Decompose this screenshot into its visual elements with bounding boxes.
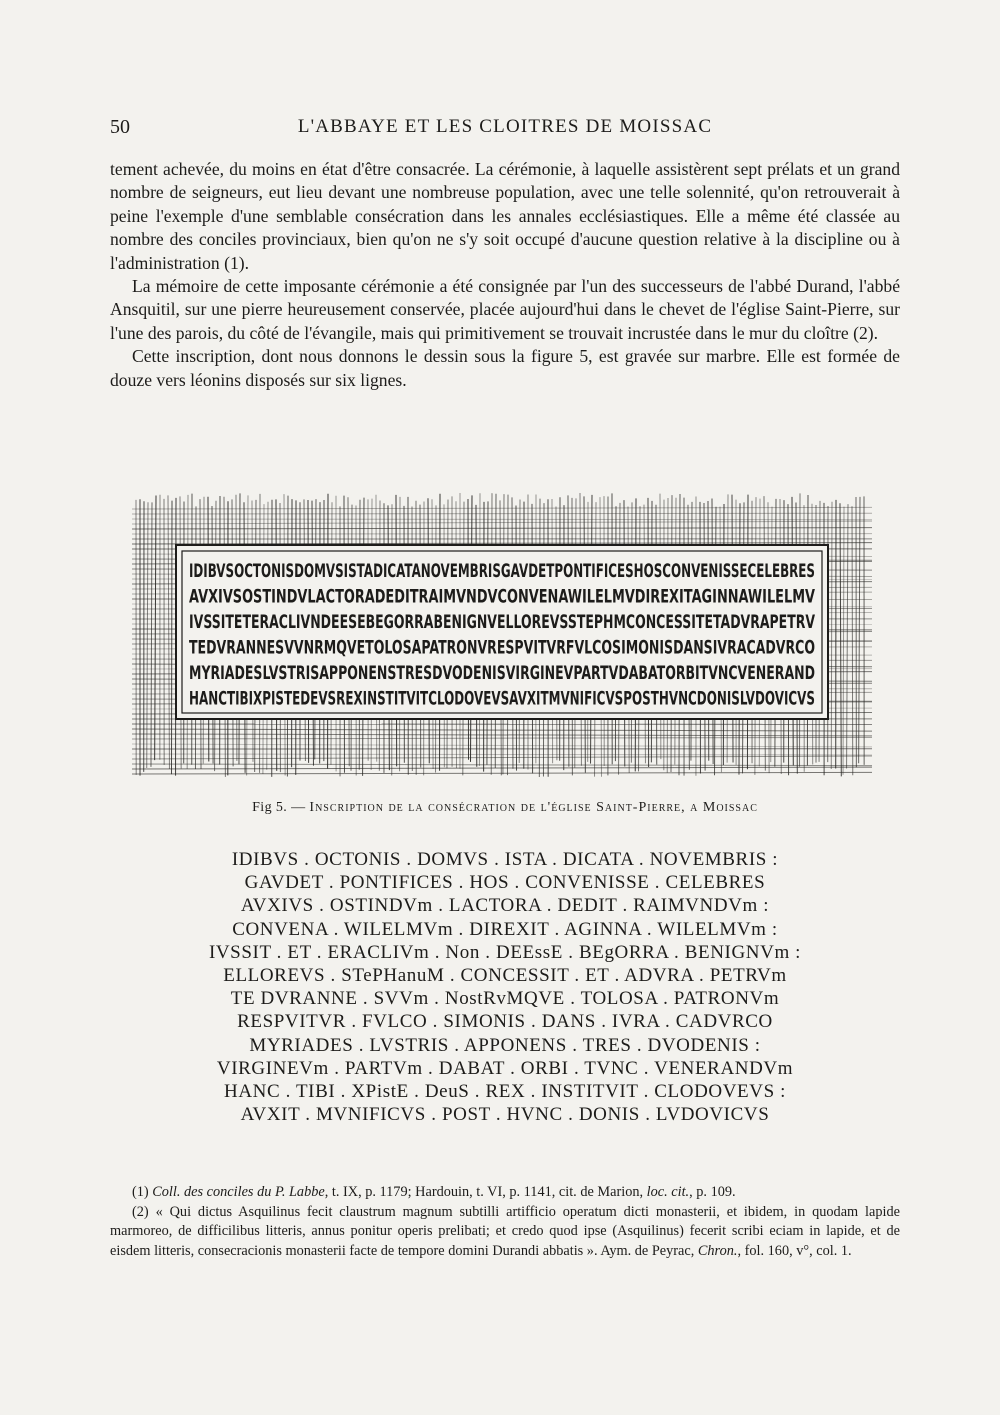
transcription-line: MYRIADES . LVSTRIS . APPONENS . TRES . DVODENIS : xyxy=(249,1034,761,1056)
footnote-text: , t. IX, p. 1179; Hardouin, t. VI, p. 1141, cit. de Marion, xyxy=(324,1184,647,1200)
inscription-drawing xyxy=(132,485,872,779)
transcription-line: TE DVRANNE . SVVm . NostRvMQVE . TOLOSA . PATRONVm xyxy=(230,988,780,1010)
footnote-end: , p. 109. xyxy=(689,1184,736,1200)
page-number: 50 xyxy=(110,116,130,138)
stone-slab-illustration xyxy=(132,485,872,779)
figure-label: Fig 5. xyxy=(252,800,288,815)
transcription-line: AVXIT . MVNIFICVS . POST . HVNC . DONIS . LVDOVICVS xyxy=(240,1104,770,1126)
transcription-line: IDIBVS . OCTONIS . DOMVS . ISTA . DICATA . NOVEMBRIS : xyxy=(231,849,779,870)
inscription-line: MYRIADESLVSTRISAPPONENSTRESDVODENISVIRGINEVPARTVDABATORBITVNCVENERAND xyxy=(189,662,815,684)
transcription-line: ELLOREVS . STePHanuM . CONCESSIT . ET . ADVRA . PETRVm xyxy=(223,965,787,987)
footnote-source: Chron. xyxy=(697,1242,738,1259)
footnote-text: « Qui dictus Asquilinus fecit claustrum magnum subtilli artifficio operatum dicti monasterii, et ibidem, in quodam lapide marmoreo, de difficilibus litteris, annus ponitur operis prelibati; et credo quod ipse (Asquilinus) fecerit scribi eciam in lapide, et de eisdem litteris, consecracionis monasterii facte de tempore domini Durandi abbatis ». Aym. de Peyrac, xyxy=(110,1203,900,1259)
footnote-end: , fol. 160, v°, col. 1. xyxy=(737,1242,852,1259)
paragraph: La mémoire de cette imposante cérémonie a été consignée par l'un des successeurs de l'abbé Durand, l'abbé Ansquitil, sur une pierre heureusement conservée, placée aujourd'hui dans le chevet de l'église Saint-Pierre, sur l'une des parois, du côté de l'évangile, mais qui primitivement se trouvait incrustée dans le mur du cloître (2). xyxy=(110,276,900,343)
transcription-line: AVXIVS . OSTINDVm . LACTORA . DEDIT . RAIMVNDVm : xyxy=(240,895,770,917)
transcription-line: RESPVITVR . FVLCO . SIMONIS . DANS . IVRA . CADVRCO xyxy=(237,1011,773,1033)
inscription-line: HANCTIBIXPISTEDEVSREXINSTITVITCLODOVEVSAVXITMVNIFICVSPOSTHVNCDONISLVDOVICVS xyxy=(189,687,815,710)
inscription-line: IDIBVSOCTONISDOMVSISTADICATANOVEMBRISGAVDETPONTIFICESHOSCONVENISSECELEBRES xyxy=(189,560,815,582)
running-head xyxy=(110,116,900,144)
transcription-line: HANC . TIBI . XPistE . DeuS . REX . INSTITVIT . CLODOVEVS : xyxy=(224,1081,786,1103)
footnote-number: (2) xyxy=(132,1203,149,1220)
footnotes xyxy=(110,1183,900,1261)
caption-dash: — xyxy=(291,800,310,815)
footnote-loc: loc. cit. xyxy=(646,1184,690,1200)
transcription-line: IVSSIT . ET . ERACLIVm . Non . DEEssE . BEgORRA . BENIGNVm : xyxy=(208,941,802,963)
figure-caption-text: Inscription de la consécration de l'église Saint-Pierre, a Moissac xyxy=(309,800,758,815)
inscription-line: IVSSITETERACLIVNDEESEBEGORRABENIGNVELLOREVSSTEPHMCONCESSITETADVRAPETRV xyxy=(189,611,816,633)
figure-caption xyxy=(110,800,900,816)
inscription-line: AVXIVSOSTINDVLACTORADEDITRAIMVNDVCONVENAWILELMVDIREXITAGINNAWILELMV xyxy=(189,585,816,608)
paragraph: Cette inscription, dont nous donnons le dessin sous la figure 5, est gravée sur marbre. Elle est formée de douze vers léonins disposés sur six lignes. xyxy=(110,346,900,390)
footnote-2 xyxy=(110,1203,900,1262)
running-title: L'ABBAYE ET LES CLOITRES DE MOISSAC xyxy=(297,116,713,137)
transcription-line: VIRGINEVm . PARTVm . DABAT . ORBI . TVNC . VENERANDVm xyxy=(216,1057,794,1079)
footnote-title: Coll. des conciles du P. Labbe xyxy=(152,1184,325,1200)
footnote-1 xyxy=(110,1183,900,1203)
transcription-line: GAVDET . PONTIFICES . HOS . CONVENISSE . CELEBRES xyxy=(244,872,766,894)
inscription-transcription xyxy=(110,848,900,1126)
body-text xyxy=(110,158,900,392)
footnote-number: (1) xyxy=(132,1184,149,1200)
inscription-line: TEDVRANNESVVNRMQVETOLOSAPATRONVRESPVITVRFVLCOSIMONISDANSIVRACADVRCO xyxy=(189,636,815,659)
transcription-line: CONVENA . WILELMVm . DIREXIT . AGINNA . WILELMVm : xyxy=(232,918,778,940)
paragraph: tement achevée, du moins en état d'être consacrée. La cérémonie, à laquelle assistèrent sept prélats et un grand nombre de seigneurs, eut lieu devant une nombreuse population, avec une telle solennité, qu'on retrouverait à peine l'exemple d'une semblable consécration dans les annales ecclésiastiques. Elle a même été classée au nombre des conciles provinciaux, bien qu'on ne s'y soit occupé d'aucune question relative à la discipline ou à l'administration (1). xyxy=(110,159,900,273)
